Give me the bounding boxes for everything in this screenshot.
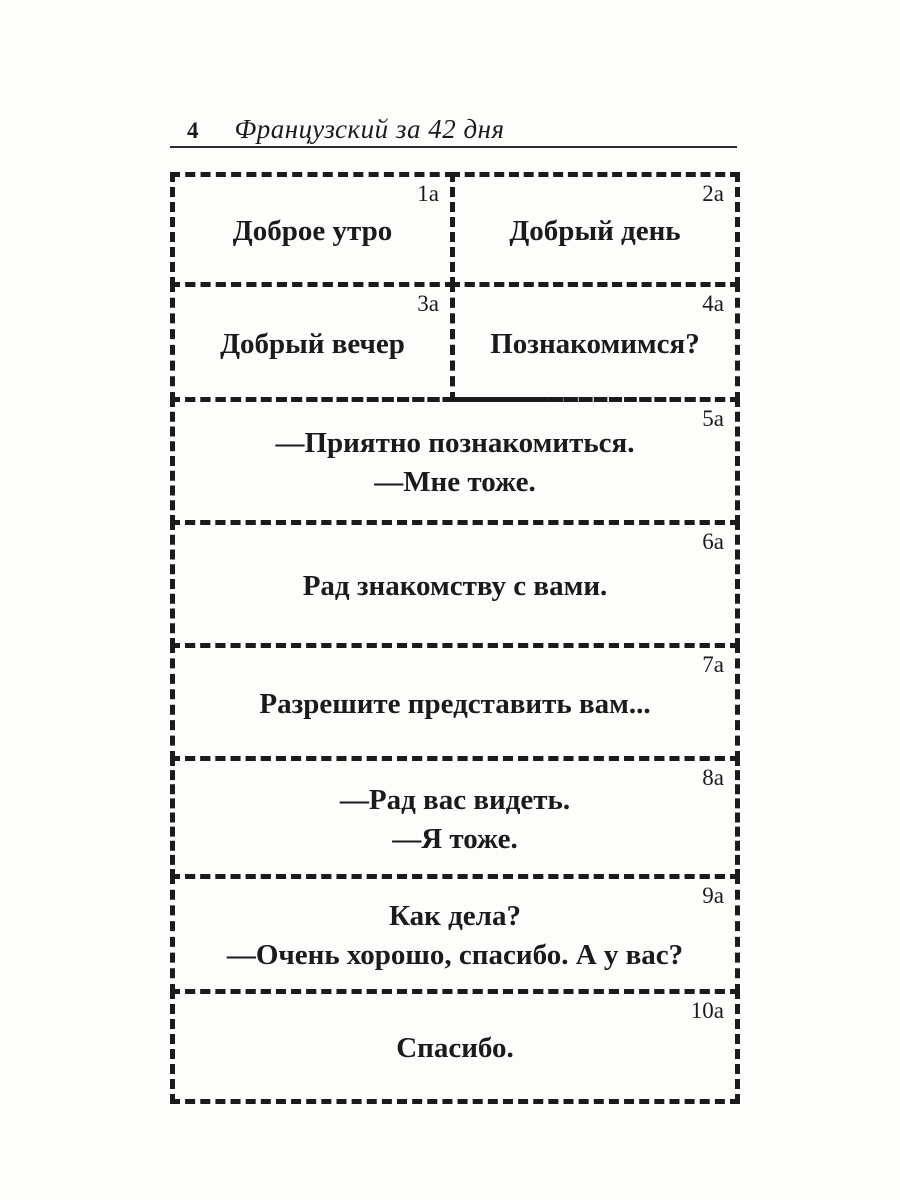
card-row-8 (170, 989, 740, 1104)
flashcard-4a (450, 282, 740, 402)
phrase-line: Познакомимся? (490, 327, 700, 360)
card-row-1 (170, 172, 740, 287)
card-number: 1а (417, 181, 439, 206)
flashcard-7a (170, 643, 740, 761)
card-row-3 (170, 397, 740, 525)
phrase-line: —Рад вас видеть. (339, 783, 571, 816)
card-number: 6а (702, 529, 724, 554)
flashcard-1a (170, 172, 455, 287)
card-number: 2а (702, 181, 724, 206)
flashcard-8a (170, 756, 740, 879)
phrase-line: Разрешите представить вам... (259, 687, 651, 720)
phrase-line: —Очень хорошо, спасибо. А у вас? (226, 939, 684, 971)
card-number: 9а (702, 883, 724, 908)
flashcard-grid (170, 172, 740, 1104)
card-number: 5а (702, 406, 724, 431)
phrase-line: Как дела? (389, 900, 521, 932)
card-row-5 (170, 643, 740, 761)
card-number: 3а (417, 291, 439, 316)
card-number: 4а (702, 291, 724, 316)
card-row-7 (170, 874, 740, 994)
card-row-2 (170, 282, 740, 402)
card-row-4 (170, 520, 740, 648)
header-rule (170, 146, 737, 148)
flashcard-6a (170, 520, 740, 648)
phrase-line: Доброе утро (232, 215, 393, 247)
flashcard-2a (450, 172, 740, 287)
page-number: 4 (187, 118, 199, 143)
flashcard-9a (170, 874, 740, 994)
phrase-line: Добрый день (509, 215, 681, 247)
card-row-6 (170, 756, 740, 879)
phrase-line: —Мне тоже. (374, 466, 536, 498)
flashcard-5a (170, 397, 740, 525)
page-header (172, 114, 738, 145)
phrase-line: —Приятно познакомиться. (275, 427, 635, 459)
phrase-line: Добрый вечер (220, 327, 405, 360)
flashcard-10a (170, 989, 740, 1104)
phrase-line: Рад знакомству с вами. (302, 569, 608, 602)
phrase-line: Спасибо. (396, 1032, 514, 1064)
card-number: 7а (702, 652, 724, 677)
phrase-line: —Я тоже. (392, 822, 518, 855)
card-number: 10а (690, 998, 724, 1023)
card-number: 8а (702, 765, 724, 790)
running-title: Французский за 42 дня (234, 114, 505, 144)
flashcard-3a (170, 282, 455, 402)
